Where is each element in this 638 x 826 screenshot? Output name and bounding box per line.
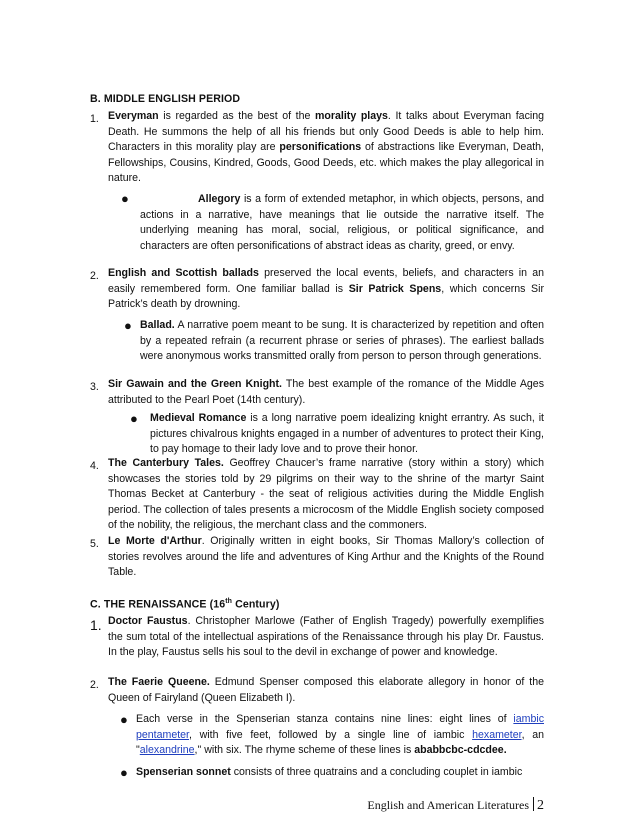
item-emphasis: morality plays: [315, 110, 388, 122]
list-item-sir-gawain: [108, 377, 544, 408]
item-text: of abstractions like Everyman, Death, Fellowships, Cousins, Kindred, Goods, Good Deeds, etc. which makes the play allegorical in nature.: [108, 141, 544, 185]
link-alexandrine[interactable]: alexandrine: [139, 744, 195, 757]
item-text: Edmund Spenser composed this elaborate allegory in honor of the Queen of Fairyland (Queen Elizabeth I).: [108, 676, 544, 704]
item-number: 2.: [90, 679, 99, 691]
list-item-ballads: [108, 266, 544, 313]
item-text: The best example of the romance of the Middle Ages attributed to the Pearl Poet (14th century).: [108, 378, 544, 406]
item-title: English and Scottish ballads: [108, 267, 259, 279]
item-number: 3.: [90, 381, 99, 393]
item-text: is regarded as the best of the: [158, 110, 316, 122]
bullet-text: ," with six. The rhyme scheme of these lines is: [194, 744, 415, 757]
bullet-dot-icon: ●: [120, 712, 128, 727]
bullet-title: Medieval Romance: [150, 412, 247, 424]
item-text: . Originally written in eight books, Sir Thomas Mallory’s collection of stories revolves around the life and adventures of King Arthur and the Knights of the Round Table.: [108, 535, 544, 579]
bullet-dot-icon: ●: [124, 318, 132, 333]
list-item-doctor-faustus: [108, 614, 544, 661]
list-item-le-morte-darthur: [108, 534, 544, 581]
bullet-text: A narrative poem meant to be sung. It is characterized by repetition and often by a repeated refrain (a recurrent phrase or series of phrases). The earliest ballads were anonymous works transmitted orally from person to person through generations.: [140, 319, 544, 363]
item-number: 4.: [90, 460, 99, 472]
heading-text: C. THE RENAISSANCE (16: [90, 598, 226, 611]
bullet-title: Ballad.: [140, 319, 175, 331]
bullet-text: is a long narrative poem idealizing knight errantry. As such, it pictures chivalrous knights engaged in a number of adventures to protect their King, to pay homage to their lady love and to prove their honor.: [150, 412, 544, 456]
heading-superscript: th: [225, 598, 233, 605]
item-text: . It talks about Everyman facing Death. He summons the help of all his friends but only Good Deeds is able to help him. Characters in this morality play are: [108, 110, 544, 154]
bullet-text: , with five feet, followed by a single line of iambic: [189, 728, 473, 741]
bullet-spenserian-stanza: [136, 712, 544, 759]
link-iambic-pentameter[interactable]: iambic pentameter: [136, 713, 544, 741]
section-c-heading: [90, 598, 279, 611]
bullet-text: is a form of extended metaphor, in which objects, persons, and actions in a narrative, have meanings that lie outside the narrative itself. The underlying meaning has moral, social, religious, or political significance, and characters are often personifications of abstract ideas as charity, greed, or envy.: [140, 193, 544, 252]
bullet-text: , an ": [136, 728, 544, 757]
item-text: , which concerns Sir Patrick’s death by drowning.: [108, 282, 544, 311]
item-text: preserved the local events, beliefs, and characters in an easily remembered form. One familiar ballad is: [108, 267, 545, 295]
item-title: The Faerie Queene.: [108, 676, 210, 688]
bullet-allegory: [140, 192, 544, 254]
item-number: 1.: [90, 113, 99, 125]
item-title: Sir Gawain and the Green Knight.: [108, 378, 283, 390]
bullet-title: Allegory: [198, 193, 241, 205]
item-text: Geoffrey Chaucer’s frame narrative (story within a story) which showcases the stories told by 29 pilgrims on their way to the shrine of the martyr Saint Thomas Becket at Canterbury - the seat of religious activities during the Middle English period. The collection of tales presents a microcosm of the Middle English society composed of the nobility, the religious, the merchant class and the commoners.: [108, 457, 544, 532]
item-text: . Christopher Marlowe (Father of English Tragedy) powerfully exemplifies the sum total of the intellectual aspirations of the Renaissance through his play Dr. Faustus. In the play, Faustus sells his soul to the devil in exchange of power and knowledge.: [108, 615, 544, 659]
link-hexameter[interactable]: hexameter: [472, 728, 522, 741]
bullet-emphasis: ababbcbc-cdcdee.: [414, 744, 507, 757]
page-footer: [367, 797, 544, 814]
item-emphasis: personifications: [279, 141, 362, 154]
bullet-text: consists of three quatrains and a concluding couplet in iambic: [230, 766, 523, 778]
item-title: The Canterbury Tales.: [108, 457, 224, 469]
section-b-heading: B. MIDDLE ENGLISH PERIOD: [90, 93, 241, 105]
bullet-dot-icon: ●: [130, 411, 138, 426]
heading-text: Century): [232, 598, 280, 611]
bullet-title: Spenserian sonnet: [136, 766, 231, 778]
footer-divider: [533, 797, 534, 811]
bullet-dot-icon: ●: [120, 765, 128, 780]
item-number: 2.: [90, 270, 99, 282]
item-number: 1.: [90, 617, 102, 633]
bullet-dot-icon: ●: [121, 191, 129, 206]
bullet-spenserian-sonnet: [136, 765, 544, 781]
bullet-ballad: [140, 318, 544, 365]
list-item-canterbury-tales: [108, 456, 544, 534]
bullet-medieval-romance: [150, 411, 544, 458]
item-title: Doctor Faustus: [108, 615, 188, 627]
item-number: 5.: [90, 538, 99, 550]
page-number: 2: [537, 798, 544, 813]
item-emphasis: Sir Patrick Spens: [348, 282, 442, 295]
footer-title: English and American Literatures: [367, 798, 529, 812]
item-title: Everyman: [108, 110, 159, 122]
list-item-faerie-queene: [108, 675, 544, 706]
bullet-text: Each verse in the Spenserian stanza contains nine lines: eight lines of: [136, 713, 514, 725]
item-title: Le Morte d'Arthur: [108, 535, 202, 547]
item-paragraph: [108, 109, 544, 187]
